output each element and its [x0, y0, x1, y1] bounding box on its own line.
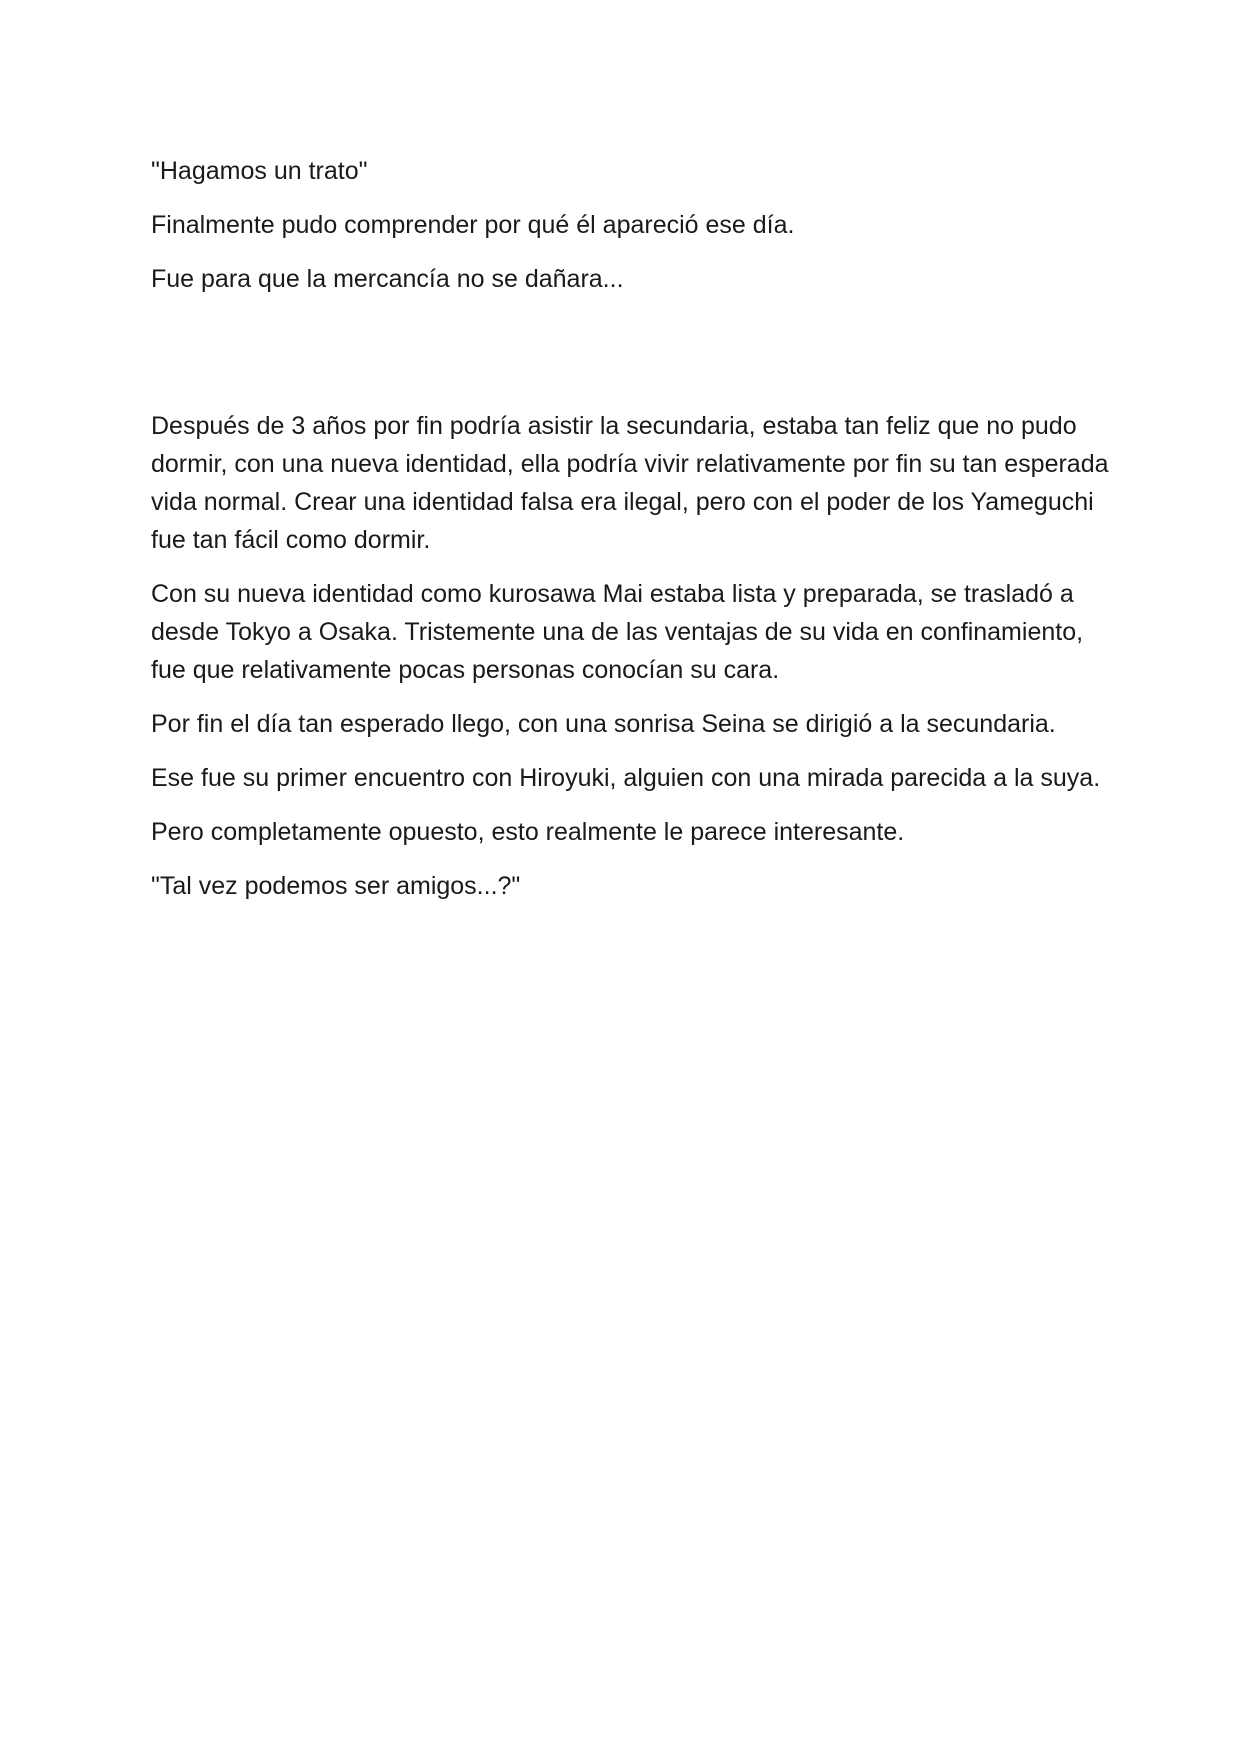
paragraph-quote-trato: "Hagamos un trato": [151, 157, 368, 185]
paragraph-secundaria: Después de 3 años por fin podría asistir la secundaria, estaba tan feliz que no pudo dormir, con una nueva identidad, ella podría vivir relativamente por fin su tan esperada vida normal. Crear una identidad falsa era ilegal, pero con el poder de los Yameguchi fue tan fácil como dormir.: [151, 412, 1109, 554]
paragraph-opuesto: Pero completamente opuesto, esto realmente le parece interesante.: [151, 818, 905, 846]
paragraph-comprender: Finalmente pudo comprender por qué él apareció ese día.: [151, 211, 795, 239]
paragraph-hiroyuki: Ese fue su primer encuentro con Hiroyuki, alguien con una mirada parecida a la suya.: [151, 764, 1101, 792]
main-section: [151, 407, 1111, 921]
paragraph-dia-esperado: Por fin el día tan esperado llego, con una sonrisa Seina se dirigió a la secundaria.: [151, 710, 1056, 738]
paragraph-quote-amigos: "Tal vez podemos ser amigos...?": [151, 872, 521, 900]
paragraph-mercancia: Fue para que la mercancía no se dañara...: [151, 265, 624, 293]
opening-section: [151, 152, 1111, 314]
paragraph-identidad: Con su nueva identidad como kurosawa Mai estaba lista y preparada, se trasladó a desde Tokyo a Osaka. Tristemente una de las ventajas de su vida en confinamiento, fue que relativamente pocas personas conocían su cara.: [151, 580, 1084, 684]
